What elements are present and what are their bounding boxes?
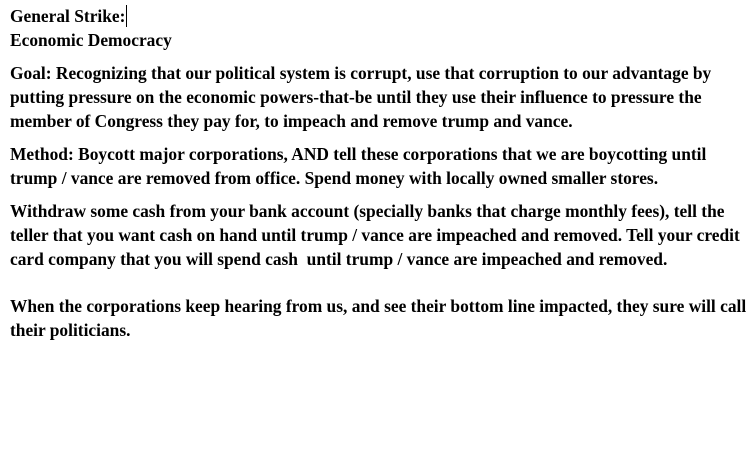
text-cursor [126,5,127,27]
document-body[interactable] [10,4,750,342]
document-title-line [10,4,750,28]
document-subtitle: Economic Democracy [10,30,172,50]
document-title: General Strike: [10,6,126,26]
paragraph-method: Method: Boycott major corporations, AND tell these corporations that we are boycotting until trump / vance are removed from office. Spend money with locally owned smaller stores. [10,144,711,188]
paragraph-corporations: When the corporations keep hearing from us, and see their bottom line impacted, they sure will call their politicians. [10,296,751,340]
paragraph-goal: Goal: Recognizing that our political system is corrupt, use that corruption to our advantage by putting pressure on the economic powers-that-be until they use their influence to pressure the member of Congress they pay for, to impeach and remove trump and vance. [10,63,716,131]
paragraph-withdraw-cash: Withdraw some cash from your bank account (specially banks that charge monthly fees), tell the teller that you want cash on hand until trump / vance are impeached and removed. Tell your credit card company that you will spend cash until trump / vance are impeached and removed. [10,201,745,269]
